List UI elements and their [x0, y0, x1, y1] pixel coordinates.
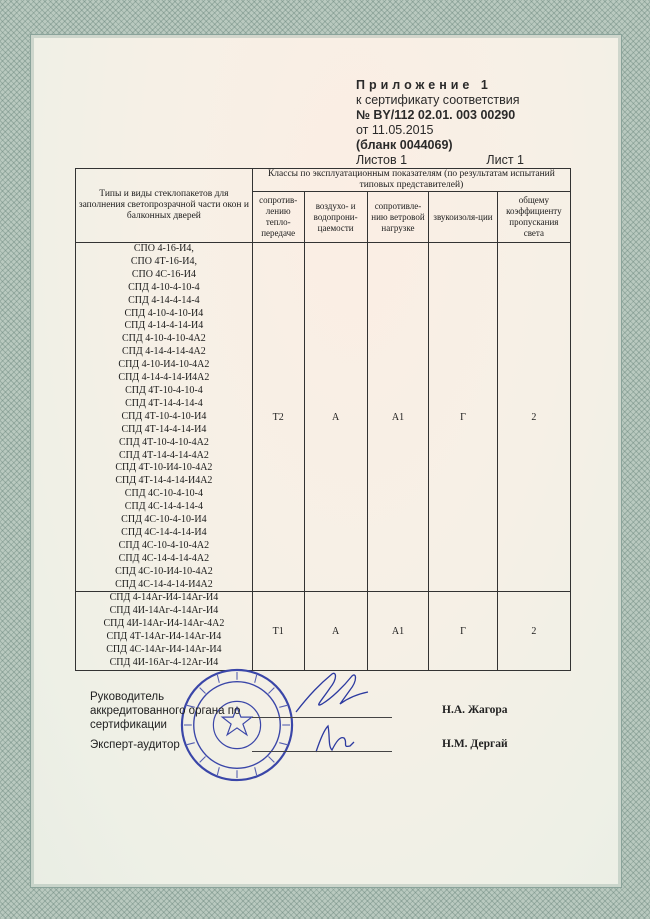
sheets-count: Листов 1 — [356, 153, 408, 167]
unit-type-item: СПД 4И-14Аг-И4-14Аг-4А2 — [103, 618, 225, 630]
column-header: звукоизоля-ции — [429, 192, 497, 243]
group-row — [76, 592, 571, 670]
sheet-info — [356, 153, 524, 168]
class-value: Т2 — [252, 243, 304, 592]
appendix-subtitle: к сертификату соответствия — [356, 93, 520, 107]
class-value: Г — [429, 243, 497, 592]
types-header: Типы и виды стеклопакетов для заполнения светопрозрачной части окон и балконных дверей — [76, 169, 253, 243]
unit-type-item: СПД 4-14-4-14-4А2 — [122, 346, 206, 358]
unit-type-item: СПД 4С-14-4-14-4 — [124, 501, 203, 513]
unit-type-item: СПД 4-14-4-14-И4А2 — [118, 372, 210, 384]
unit-type-item: СПД 4-10-4-10-4 — [128, 281, 200, 293]
unit-type-item: СПО 4Т-16-И4, — [130, 255, 197, 267]
unit-type-item: СПД 4Т-10-И4-10-4А2 — [115, 462, 213, 474]
head-signature-line — [252, 717, 392, 718]
appendix-header — [356, 78, 556, 168]
unit-type-item: СПД 4С-14Аг-И4-14Аг-И4 — [106, 644, 222, 656]
class-value: 2 — [497, 592, 570, 670]
unit-type-item: СПО 4-16-И4, — [133, 243, 194, 254]
column-header: сопротив-лению тепло-передаче — [252, 192, 304, 243]
class-value: 2 — [497, 243, 570, 592]
blank-number: (бланк 0044069) — [356, 138, 453, 152]
unit-type-item: СПД 4С-14-4-14-4А2 — [118, 552, 210, 564]
expert-signature-row — [90, 738, 180, 752]
unit-type-item: СПД 4С-10-4-10-4 — [124, 488, 203, 500]
unit-type-item: СПД 4-14-4-14-И4 — [124, 320, 204, 332]
unit-type-list — [76, 592, 253, 670]
unit-type-item: СПД 4Т-10-4-10-И4 — [121, 410, 207, 422]
head-name: Н.А. Жагора — [442, 704, 508, 716]
unit-type-item: СПД 4С-10-4-10-И4 — [121, 514, 207, 526]
unit-type-list — [76, 243, 253, 592]
class-value: А — [304, 592, 367, 670]
unit-type-item: СПД 4С-10-4-10-4А2 — [118, 539, 210, 551]
certificate-date: от 11.05.2015 — [356, 123, 434, 137]
classes-table — [75, 168, 571, 671]
head-signature — [292, 664, 372, 724]
head-signature-row — [90, 690, 240, 732]
unit-type-item: СПД 4Т-14-4-14-4А2 — [118, 449, 209, 461]
certificate-number: № BY/112 02.01. 003 00290 — [356, 108, 516, 122]
unit-type-item: СПД 4Т-14-4-14-И4А2 — [115, 475, 213, 487]
unit-type-item: СПО 4С-16-И4 — [131, 268, 196, 280]
head-label-line1: Руководитель — [90, 691, 165, 703]
unit-type-item: СПД 4Т-10-4-10-4 — [125, 384, 203, 396]
class-value: Г — [429, 592, 497, 670]
group-row — [76, 243, 571, 592]
head-label-line2: аккредитованного органа по — [90, 705, 241, 717]
column-header: общему коэффициенту пропускания света — [497, 192, 570, 243]
head-label-line3: сертификации — [90, 719, 167, 731]
class-value: А1 — [367, 592, 429, 670]
unit-type-item: СПД 4Т-14-4-14-И4 — [121, 423, 207, 435]
column-header: сопротивле-нию ветровой нагрузке — [367, 192, 429, 243]
class-value: А — [304, 243, 367, 592]
unit-type-item: СПД 4И-16Аг-4-12Аг-И4 — [109, 657, 219, 668]
expert-label: Эксперт-аудитор — [90, 739, 180, 751]
unit-type-item: СПД 4-10-4-10-4А2 — [122, 333, 206, 345]
column-header: воздухо- и водопрони-цаемости — [304, 192, 367, 243]
expert-signature-line — [252, 751, 392, 752]
expert-name: Н.М. Дергай — [442, 738, 508, 750]
class-value: А1 — [367, 243, 429, 592]
appendix-title: Приложение 1 — [356, 78, 492, 92]
unit-type-item: СПД 4Т-14-4-14-4 — [125, 397, 203, 409]
unit-type-item: СПД 4-10-4-10-И4 — [124, 307, 204, 319]
unit-type-item: СПД 4-14-4-14-4 — [128, 294, 200, 306]
unit-type-item: СПД 4И-14Аг-4-14Аг-И4 — [109, 605, 219, 617]
classes-header: Классы по эксплуатационным показателям (по результатам испытаний типовых представителей) — [252, 169, 570, 192]
unit-type-item: СПД 4Т-10-4-10-4А2 — [118, 436, 209, 448]
unit-type-item: СПД 4-10-И4-10-4А2 — [118, 359, 210, 371]
unit-type-item: СПД 4-14Аг-И4-14Аг-И4 — [109, 592, 219, 604]
unit-type-item: СПД 4С-14-4-14-И4 — [121, 526, 207, 538]
unit-type-item: СПД 4С-10-И4-10-4А2 — [115, 565, 213, 577]
unit-type-item: СПД 4С-14-4-14-И4А2 — [115, 578, 213, 590]
expert-signature — [312, 720, 356, 760]
sheet-number: Лист 1 — [486, 153, 524, 167]
class-value: Т1 — [252, 592, 304, 670]
unit-type-item: СПД 4Т-14Аг-И4-14Аг-И4 — [106, 631, 222, 643]
